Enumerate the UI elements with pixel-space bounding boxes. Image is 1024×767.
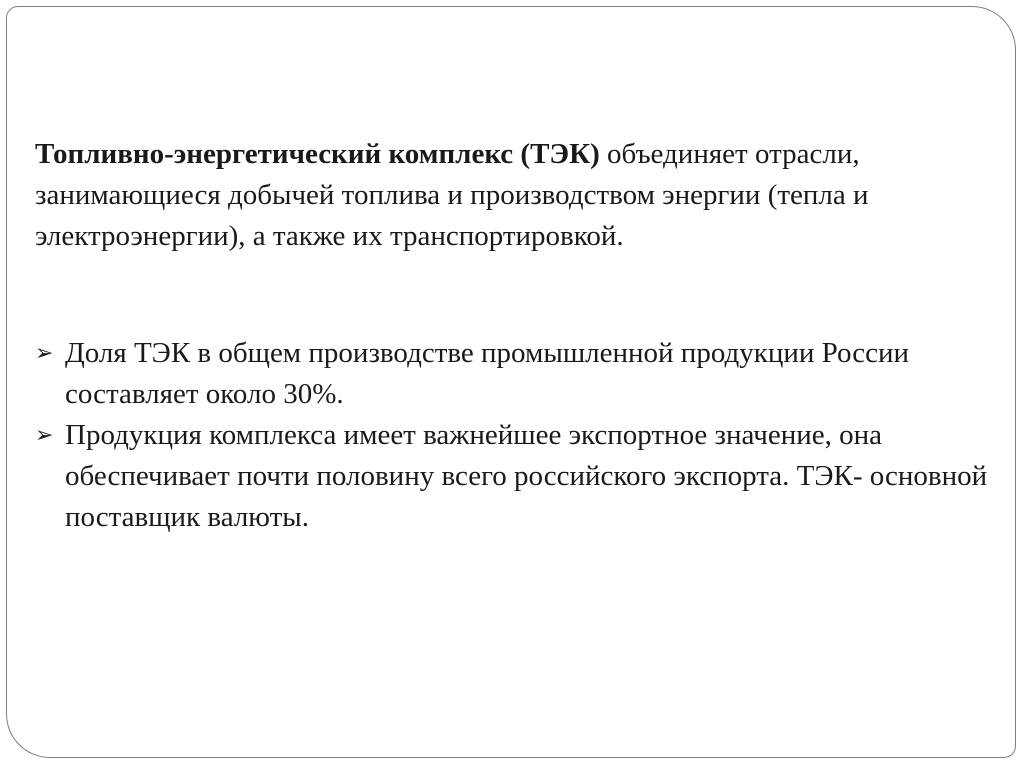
slide-content [35,134,995,533]
bullet-list [35,333,995,538]
bullet-text: Продукция комплекса имеет важнейшее экспортное значение, она обеспечивает почти половину всего российского экспорта. ТЭК- основной поставщик валюты. [65,419,988,533]
bullet-text: Доля ТЭК в общем производстве промышленной продукции России составляет около 30%. [65,337,910,410]
intro-paragraph [35,134,995,257]
intro-term: Топливно-энергетический комплекс (ТЭК) [35,138,600,170]
intro-text: объединяет отрасли, занимающиеся добычей топлива и производством энергии (тепла и электроэнергии), а также их транспортировкой. [35,138,869,252]
bullet-item [35,333,995,415]
arrowhead-bullet-icon: ➢ [35,423,54,448]
arrowhead-bullet-icon: ➢ [35,341,54,366]
bullet-item [35,415,995,538]
